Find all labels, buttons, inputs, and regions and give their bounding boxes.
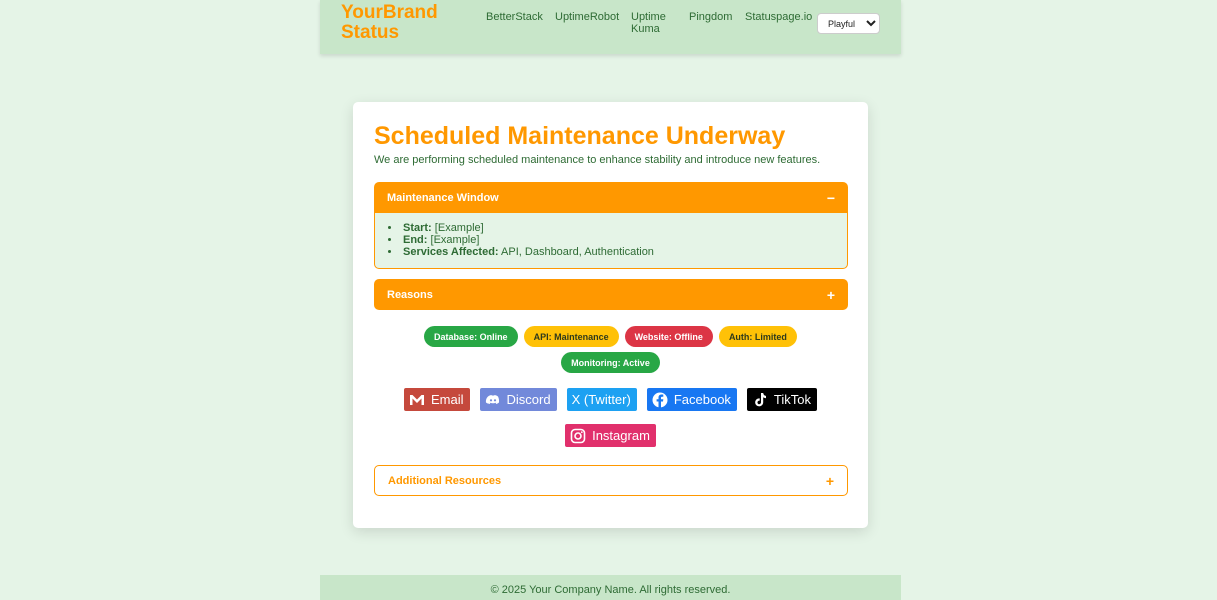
gmail-icon — [409, 392, 425, 408]
social-button-x-twitter[interactable] — [567, 388, 637, 411]
page-subtitle: We are performing scheduled maintenance to enhance stability and introduce new features. — [374, 154, 821, 166]
status-badges — [353, 326, 868, 378]
status-badge-auth: Auth: Limited — [719, 326, 797, 347]
reasons-accordion — [374, 279, 848, 310]
services-label: Services Affected: — [403, 246, 499, 258]
facebook-icon — [652, 392, 668, 408]
tiktok-icon — [752, 392, 768, 408]
social-label-discord: Discord — [506, 392, 551, 407]
social-label-email: Email — [431, 392, 464, 407]
maintenance-window-title: Maintenance Window — [387, 191, 499, 204]
end-label: End: — [403, 234, 428, 246]
nav-link-statuspage[interactable]: Statuspage.io — [745, 11, 813, 23]
status-badge-database: Database: Online — [424, 326, 518, 347]
social-button-discord[interactable] — [480, 388, 557, 411]
page-footer — [320, 575, 901, 600]
start-label: Start: — [403, 222, 432, 234]
maintenance-window-header[interactable] — [374, 182, 848, 213]
social-button-facebook[interactable] — [647, 388, 737, 411]
additional-resources-title: Additional Resources — [388, 474, 502, 487]
status-badge-api: API: Maintenance — [524, 326, 619, 347]
social-links — [353, 388, 868, 460]
nav-link-pingdom[interactable]: Pingdom — [689, 11, 733, 23]
reasons-header[interactable] — [374, 279, 848, 310]
nav-link-uptimerobot[interactable]: UptimeRobot — [555, 11, 620, 23]
social-button-email[interactable] — [404, 388, 470, 411]
maintenance-details-list — [388, 222, 834, 258]
social-label-x-twitter: X (Twitter) — [571, 392, 631, 407]
collapse-icon: − — [826, 189, 835, 206]
brand-logo[interactable] — [341, 3, 438, 43]
reasons-title: Reasons — [387, 288, 433, 301]
social-label-instagram: Instagram — [592, 428, 650, 443]
maintenance-services — [388, 246, 834, 258]
maintenance-start — [388, 222, 834, 234]
end-value: [Example] — [430, 234, 480, 246]
nav-link-uptime-kuma[interactable]: Uptime Kuma — [631, 11, 666, 35]
additional-resources-header[interactable] — [374, 465, 848, 496]
start-value: [Example] — [434, 222, 484, 234]
discord-icon — [485, 392, 501, 408]
top-header — [320, 0, 901, 54]
services-value: API, Dashboard, Authentication — [501, 246, 654, 258]
social-button-instagram[interactable] — [565, 424, 656, 447]
instagram-icon — [570, 428, 586, 444]
status-badge-website: Website: Offline — [625, 326, 713, 347]
nav-link-betterstack[interactable]: BetterStack — [486, 11, 543, 23]
social-label-tiktok: TikTok — [773, 392, 811, 407]
social-label-facebook: Facebook — [673, 392, 731, 407]
brand-line-2: Status — [341, 22, 400, 43]
maintenance-window-body — [374, 213, 848, 269]
social-button-tiktok[interactable] — [747, 388, 817, 411]
page-title: Scheduled Maintenance Underway — [374, 122, 786, 150]
expand-icon: + — [826, 286, 835, 303]
additional-resources-accordion — [374, 465, 848, 496]
brand-line-1: YourBrand — [341, 2, 438, 23]
footer-copyright: © 2025 Your Company Name. All rights reserved. — [490, 584, 731, 596]
status-badge-monitoring: Monitoring: Active — [561, 352, 660, 373]
expand-icon: + — [825, 472, 834, 489]
maintenance-end — [388, 234, 834, 246]
theme-select[interactable] — [817, 13, 880, 34]
maintenance-window-accordion — [374, 182, 848, 269]
maintenance-card — [353, 102, 868, 528]
